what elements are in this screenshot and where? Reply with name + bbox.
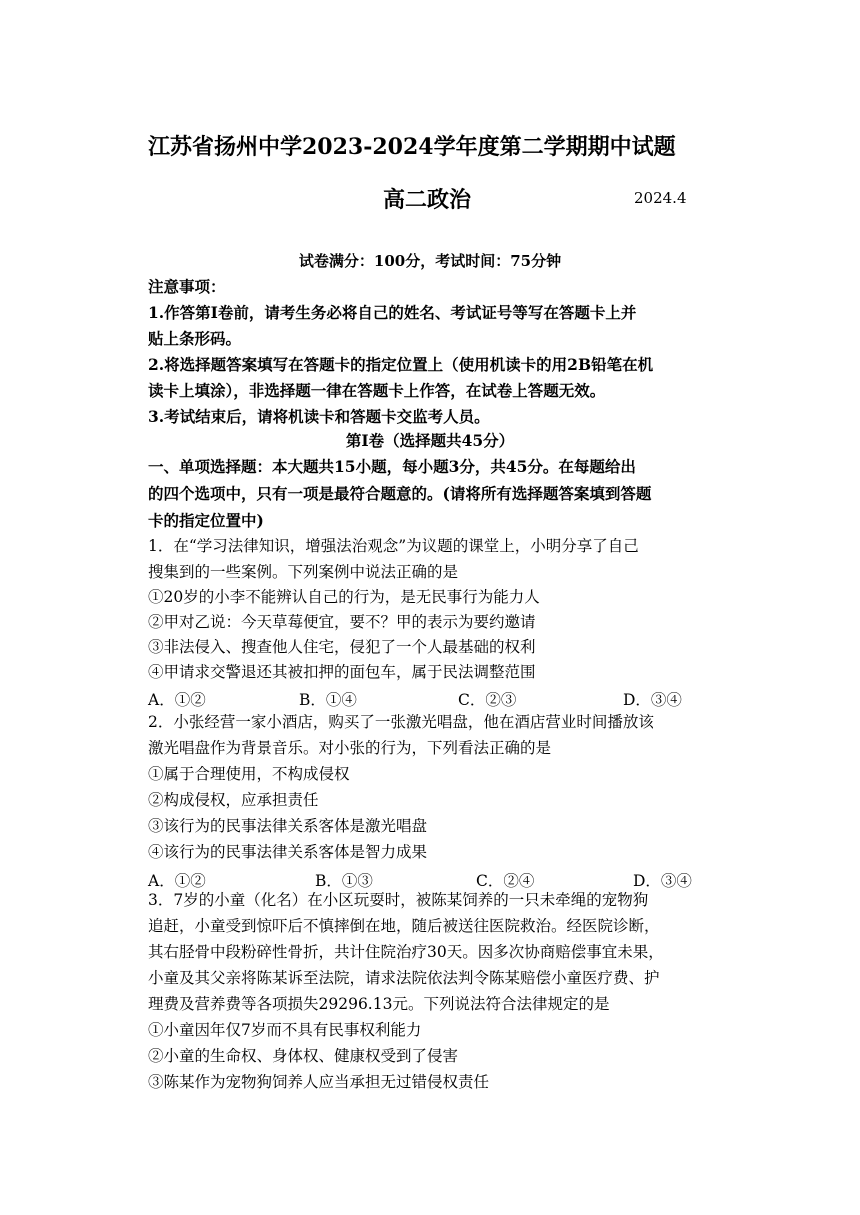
question-item: ②小童的生命权、身体权、健康权受到了侵害 — [148, 1047, 459, 1065]
notice-line: 3.考试结束后，请将机读卡和答题卡交监考人员。 — [148, 407, 490, 426]
option-a: A．①② — [148, 872, 206, 890]
question-item: ③非法侵入、搜查他人住宅，侵犯了一个人最基础的权利 — [148, 638, 536, 656]
question-item: ③陈某作为宠物狗饲养人应当承担无过错侵权责任 — [148, 1073, 490, 1091]
notice-line: 贴上条形码。 — [148, 329, 242, 348]
question-item: ②构成侵权，应承担责任 — [148, 791, 319, 809]
exam-date: 2024.4 — [634, 189, 687, 207]
option-b: B．①④ — [299, 691, 357, 709]
question-stem: 其右胫骨中段粉碎性骨折，共计住院治疗30天。因多次协商赔偿事宜未果， — [148, 943, 664, 961]
subject-title: 高二政治 — [383, 187, 472, 213]
notice-heading: 注意事项： — [148, 277, 226, 296]
question-item: ②甲对乙说：今天草莓便宜，要不？甲的表示为要约邀请 — [148, 613, 536, 631]
exam-meta: 试卷满分：100分，考试时间：75分钟 — [298, 252, 562, 270]
section-intro-line: 一、单项选择题：本大题共15小题，每小题3分，共45分。在每题给出 — [148, 457, 636, 476]
notice-line: 读卡上填涂），非选择题一律在答题卡上作答，在试卷上答题无效。 — [148, 381, 606, 400]
question-stem: 搜集到的一些案例。下列案例中说法正确的是 — [148, 563, 459, 581]
section-intro-line: 的四个选项中，只有一项是最符合题意的。(请将所有选择题答案填到答题 — [148, 484, 652, 503]
option-d: D．③④ — [623, 691, 682, 709]
question-item: ④甲请求交警退还其被扣押的面包车，属于民法调整范围 — [148, 663, 536, 681]
question-item: ①属于合理使用，不构成侵权 — [148, 765, 350, 783]
notice-line: 2.将选择题答案填写在答题卡的指定位置上（使用机读卡的用2B铅笔在机 — [148, 355, 654, 374]
question-stem: 1．在“学习法律知识，增强法治观念”为议题的课堂上，小明分享了自己 — [148, 537, 639, 555]
question-item: ④该行为的民事法律关系客体是智力成果 — [148, 843, 428, 861]
section-intro-line: 卡的指定位置中) — [148, 511, 264, 530]
question-item: ③该行为的民事法律关系客体是激光唱盘 — [148, 817, 428, 835]
option-a: A．①② — [148, 691, 206, 709]
notice-line: 1.作答第Ⅰ卷前，请考生务必将自己的姓名、考试证号等写在答题卡上并 — [148, 303, 637, 322]
option-b: B．①③ — [315, 872, 373, 890]
option-c: C．②③ — [458, 691, 517, 709]
question-stem: 激光唱盘作为背景音乐。对小张的行为，下列看法正确的是 — [148, 739, 552, 757]
option-c: C．②④ — [476, 872, 535, 890]
option-d: D．③④ — [633, 872, 692, 890]
exam-title: 江苏省扬州中学2023-2024学年度第二学期期中试题 — [148, 134, 676, 160]
question-stem: 2．小张经营一家小酒店，购买了一张激光唱盘，他在酒店营业时间播放该 — [148, 713, 654, 731]
question-stem: 理费及营养费等各项损失29296.13元。下列说法符合法律规定的是 — [148, 995, 610, 1013]
question-stem: 小童及其父亲将陈某诉至法院，请求法院依法判令陈某赔偿小童医疗费、护 — [148, 969, 660, 987]
question-stem: 3．7岁的小童（化名）在小区玩耍时，被陈某饲养的一只未牵绳的宠物狗 — [148, 891, 649, 909]
section-title: 第Ⅰ卷（选择题共45分） — [345, 431, 515, 450]
question-item: ①20岁的小李不能辨认自己的行为，是无民事行为能力人 — [148, 588, 540, 606]
question-item: ①小童因年仅7岁而不具有民事权利能力 — [148, 1021, 422, 1039]
question-stem: 追赶，小童受到惊吓后不慎摔倒在地，随后被送往医院救治。经医院诊断， — [148, 917, 660, 935]
